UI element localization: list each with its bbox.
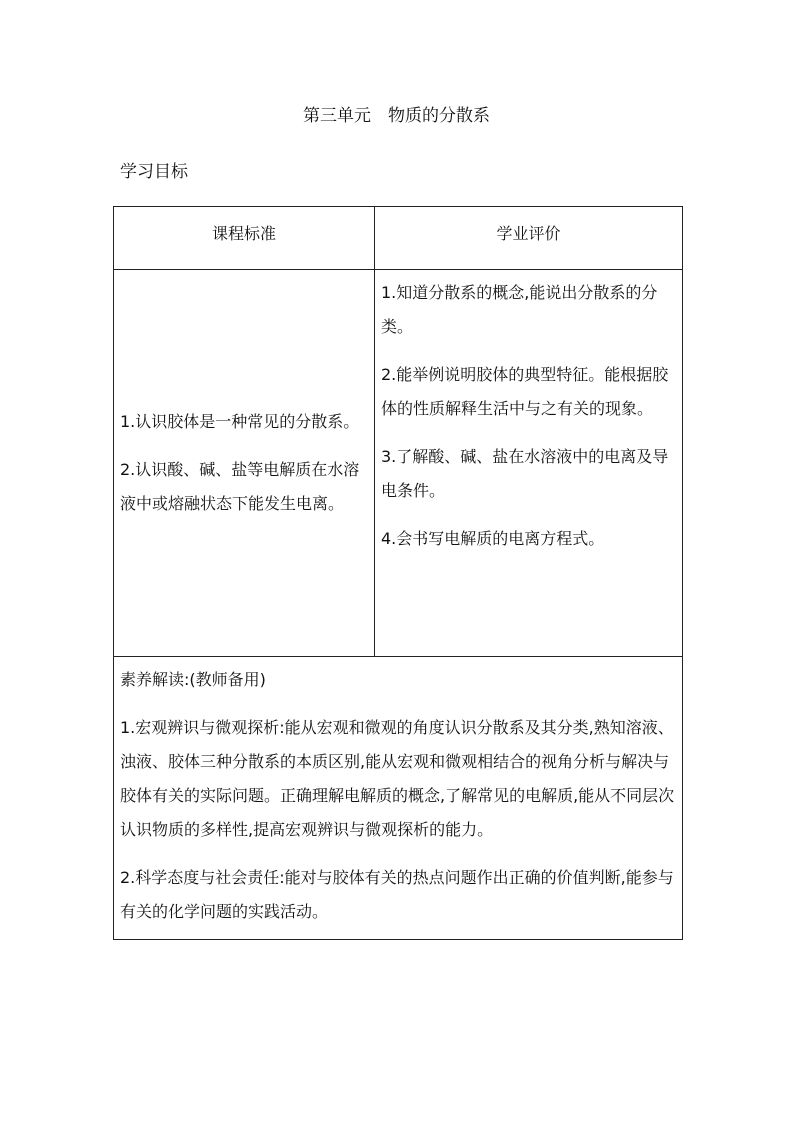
- standard-item: 2.认识酸、碱、盐等电解质在水溶液中或熔融状态下能发生电离。: [120, 460, 360, 513]
- literacy-item: 2.科学态度与社会责任:能对与胶体有关的热点问题作出正确的价值判断,能参与有关的化学问题的实践活动。: [120, 868, 674, 921]
- standard-item: 1.认识胶体是一种常见的分散系。: [120, 412, 360, 431]
- document-title: 第三单元 物质的分散系: [303, 106, 490, 126]
- evaluation-item: 4.会书写电解质的电离方程式。: [381, 529, 605, 548]
- evaluation-item: 2.能举例说明胶体的典型特征。能根据胶体的性质解释生活中与之有关的现象。: [381, 365, 669, 418]
- learning-goals-table: [113, 206, 683, 940]
- evaluation-item: 3.了解酸、碱、盐在水溶液中的电离及导电条件。: [381, 447, 669, 500]
- table-content-row: [114, 270, 683, 657]
- literacy-interpretation-cell: [114, 657, 683, 940]
- academic-evaluation-cell: [375, 270, 683, 657]
- literacy-item: 1.宏观辨识与微观探析:能从宏观和微观的角度认识分散系及其分类,熟知溶液、浊液、胶体三种分散系的本质区别,能从宏观和微观相结合的视角分析与解决与胶体有关的实际问题。正确理解电解质的概念,了解常见的电解质,能从不同层次认识物质的多样性,提高宏观辨识与微观探析的能力。: [120, 718, 675, 839]
- section-label-learning-goals: 学习目标: [120, 162, 188, 182]
- table-header-row: [114, 207, 683, 270]
- header-course-standards: 课程标准: [114, 207, 375, 270]
- course-standards-cell: [114, 270, 375, 657]
- literacy-row: [114, 657, 683, 940]
- header-academic-evaluation: 学业评价: [375, 207, 683, 270]
- evaluation-item: 1.知道分散系的概念,能说出分散系的分类。: [381, 283, 658, 336]
- literacy-heading: 素养解读:(教师备用): [120, 670, 266, 689]
